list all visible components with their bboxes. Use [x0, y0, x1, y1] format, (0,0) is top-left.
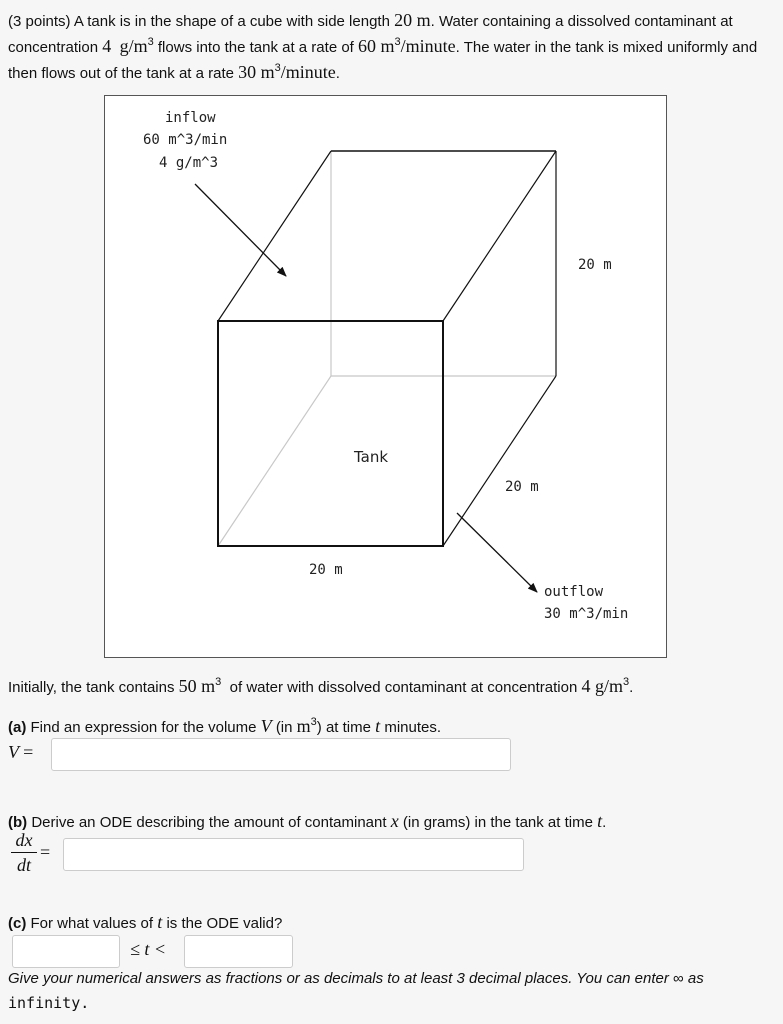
ode-answer-input[interactable]	[63, 838, 524, 871]
part-c-question: (c) For what values of t is the ODE valid?	[8, 912, 283, 932]
upper-bound-input[interactable]	[184, 935, 293, 968]
lower-bound-input[interactable]	[12, 935, 120, 968]
dimension-bottom: 20 m	[309, 562, 343, 578]
tank-label: Tank	[354, 448, 389, 466]
cube-drawing	[105, 96, 668, 659]
part-b-equals: =	[40, 842, 51, 862]
dimension-top-right: 20 m	[578, 257, 612, 273]
inequality-symbols: ≤ t <	[130, 939, 167, 959]
points-label: (3 points)	[8, 13, 71, 30]
part-b-label: (b)	[8, 814, 28, 831]
inflow-rate: 60 m^3/min	[143, 132, 228, 148]
dx-dt-fraction	[11, 830, 37, 875]
volume-answer-input[interactable]	[51, 738, 511, 771]
outflow-rate: 30 m^3/min	[544, 606, 629, 622]
tank-diagram	[104, 95, 667, 658]
outflow-title: outflow	[544, 584, 604, 600]
part-a-lhs: V =	[8, 742, 34, 762]
outflow-arrow	[457, 513, 537, 592]
infinity-symbol: ∞	[673, 970, 684, 987]
fraction-denominator: dt	[16, 855, 31, 875]
dimension-middle-right: 20 m	[505, 479, 539, 495]
fraction-bar	[11, 852, 37, 853]
inflow-concentration: 4 g/m^3	[159, 155, 219, 171]
part-c-label: (c)	[8, 915, 27, 932]
initial-condition: Initially, the tank contains 50 $m^3$ of water with dissolved contaminant at concentration 4 $g/m^3$.	[8, 676, 634, 696]
answer-format-note: Give your numerical answers as fractions or as decimals to at least 3 decimal places. You can enter ∞ as infinity.	[8, 970, 704, 1012]
part-b-question: (b) Derive an ODE describing the amount of contaminant x (in grams) in the tank at time t.	[8, 811, 607, 831]
inflow-title: inflow	[165, 110, 216, 126]
side-length: 20 m	[394, 10, 431, 30]
infinity-keyword: infinity	[8, 994, 81, 1012]
fraction-numerator: dx	[15, 830, 33, 850]
part-a-question: (a) Find an expression for the volume V (in $m^3$) at time t minutes.	[8, 716, 442, 736]
problem-statement: (3 points) A tank is in the shape of a cube with side length 20 m. Water containing a dissolved contaminant at concentration 4 $g/m^3$ flows into the tank at a rate of 60 $m^3$/minute. The water in the tank is mixed uniformly and then flows out of the tank at a rate 30 $m^3$/minute.	[8, 10, 758, 82]
part-a-label: (a)	[8, 719, 27, 736]
inflow-arrow	[195, 184, 286, 276]
